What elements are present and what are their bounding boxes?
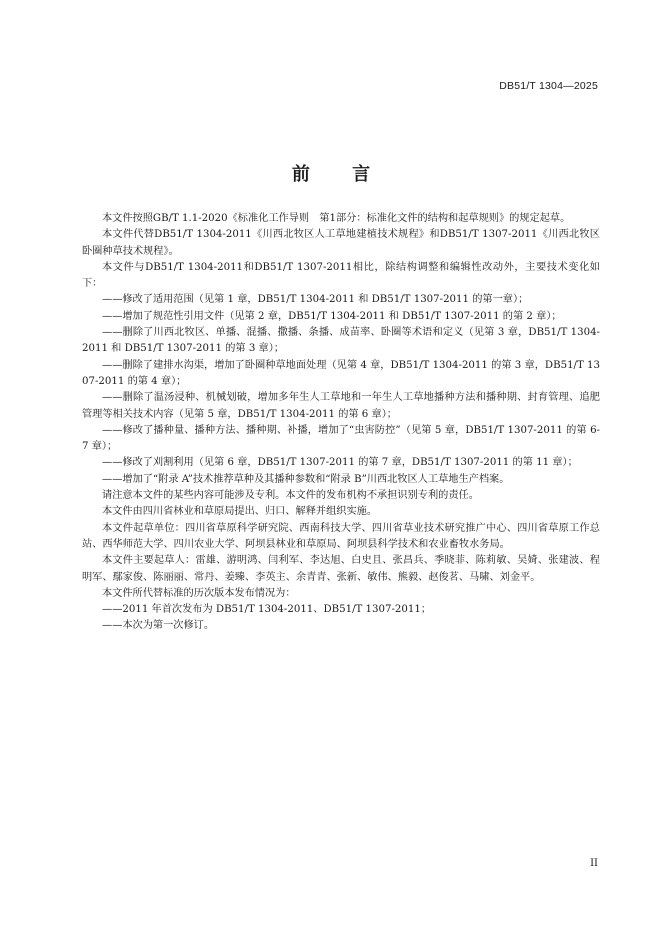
foreword-body (82, 211, 600, 635)
list-item: ——增加了“附录 A”技术推荐草种及其播种参数和“附录 B”川西北牧区人工草地生产档案。 (102, 473, 510, 485)
list-item: ——本次为第一次修订。 (102, 620, 215, 632)
paragraph: 本文件按照GB/T 1.1-2020《标准化工作导则 第1部分：标准化文件的结构和起草规则》的规定起草。 (102, 213, 571, 224)
document-code: DB51/T 1304—2025 (499, 80, 598, 92)
paragraph: 本文件主要起草人：雷雄、游明鸿、闫利军、李达旭、白史且、张昌兵、季晓菲、陈莉敏、吴婍、张建波、程明军、鄢家俊、陈丽丽、常丹、姜臻、李英主、余青青、张新、敏伟、熊毅、赵俊茗、马啸、刘金平。 (82, 555, 600, 583)
paragraph: 请注意本文件的某些内容可能涉及专利。本文件的发布机构不承担识别专利的责任。 (102, 490, 479, 502)
list-item: ——删除了建排水沟渠，增加了卧圈种草地面处理（见第 4 章，DB51/T 1304-2011 的第 3 章，DB51/T 1307-2011 的第 4 章）； (82, 359, 600, 387)
list-item: ——修改了适用范围（见第 1 章，DB51/T 1304-2011 和 DB51/T 1307-2011 的第一章）； (102, 294, 529, 306)
list-item: ——2011 年首次发布为 DB51/T 1304-2011、DB51/T 1307-2011； (102, 604, 432, 616)
list-item: ——增加了规范性引用文件（见第 2 章，DB51/T 1304-2011 和 DB51/T 1307-2011 的第 2 章）； (102, 310, 562, 322)
list-item: ——删除了川西北牧区、单播、混播、撒播、条播、成苗率、卧圈等术语和定义（见第 3 章，DB51/T 1304-2011 和 DB51/T 1307-2011 的第 3 章）； (82, 327, 600, 355)
list-item: ——修改了刈割利用（见第 6 章，DB51/T 1307-2011 的第 7 章，DB51/T 1307-2011 的第 11 章）； (102, 457, 578, 469)
paragraph: 本文件由四川省林业和草原局提出、归口、解释并组织实施。 (102, 506, 378, 518)
paragraph: 本文件与DB51/T 1304-2011和DB51/T 1307-2011相比，除结构调整和编辑性改动外，主要技术变化如下： (82, 261, 600, 290)
list-item: ——删除了温汤浸种、机械划破，增加多年生人工草地和一年生人工草地播种方法和播种期、封育管理、追肥管理等相关技术内容（见第 5 章，DB51/T 1304-2011 的第 6 章）； (82, 392, 600, 420)
page-title: 前 言 (291, 164, 389, 185)
paragraph: 本文件起草单位：四川省草原科学研究院、西南科技大学、四川省草业技术研究推广中心、四川省草原工作总站、西华师范大学、四川农业大学、阿坝县林业和草原局、阿坝县科学技术和农业畜牧水务局。 (82, 522, 600, 550)
paragraph: 本文件代替DB51/T 1304-2011《川西北牧区人工草地建植技术规程》和DB51/T 1307-2011《川西北牧区卧圈种草技术规程》。 (82, 229, 600, 257)
list-item: ——修改了播种量、播种方法、播种期、补播，增加了“虫害防控”（见第 5 章，DB51/T 1307-2011 的第 6-7 章）； (82, 424, 600, 453)
page-number: II (590, 858, 598, 869)
paragraph: 本文件所代替标准的历次版本发布情况为： (102, 587, 296, 599)
